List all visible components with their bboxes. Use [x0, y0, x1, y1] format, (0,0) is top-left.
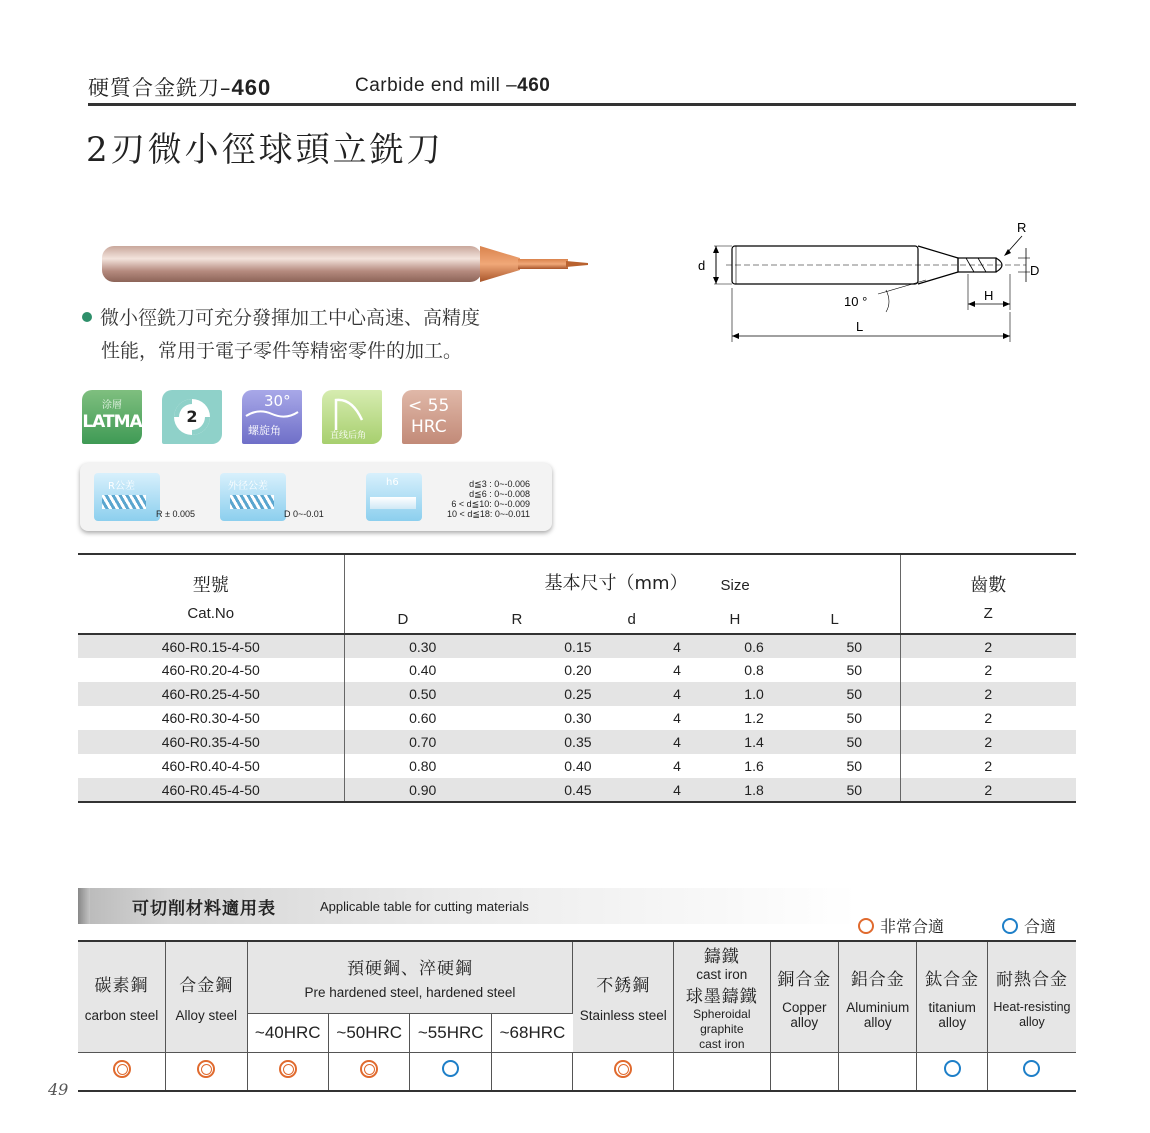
- table-cell: 0.40: [564, 758, 592, 774]
- header-title-cn: 硬質合金銑刀–460: [88, 75, 272, 100]
- table-cell: 0.20: [564, 662, 592, 678]
- table-cell: 1.4: [699, 730, 809, 754]
- flute-count-badge: 2: [162, 390, 222, 444]
- label-L: L: [856, 319, 864, 334]
- col-header-teeth: 齒數 Z: [900, 554, 1076, 634]
- spec-table: [78, 553, 1076, 803]
- table-cell: 0.70: [344, 730, 501, 754]
- mat-alloy-steel: 合金鋼 Alloy steel: [166, 941, 247, 1053]
- table-cell: 0.8: [744, 662, 764, 678]
- relief-angle-badge: 直线后角: [322, 390, 382, 444]
- product-description: 微小徑銑刀可充分發揮加工中心高速、高精度 性能，常用于電子零件等精密零件的加工。: [82, 302, 480, 368]
- table-cell: 0.60: [409, 710, 437, 726]
- table-row: [78, 706, 1076, 730]
- legend-suitable: 合適: [1002, 914, 1056, 937]
- table-cell: 50: [809, 778, 900, 802]
- product-title: 2刃微小徑球頭立銑刀: [86, 130, 444, 170]
- table-cell: 2: [900, 778, 1076, 802]
- rating-cell: [839, 1053, 917, 1091]
- table-cell: 1.8: [699, 778, 809, 802]
- table-cell: 0.80: [409, 758, 437, 774]
- rating-cell: [328, 1053, 409, 1091]
- table-cell: 0.30: [344, 634, 501, 658]
- label-angle: 10 °: [844, 294, 868, 309]
- table-cell: 2: [900, 730, 1076, 754]
- suitable-ring-icon: [1002, 918, 1018, 934]
- rating-cell: [491, 1053, 572, 1091]
- very-suitable-ring-icon: [858, 918, 874, 934]
- table-cell: 460-R0.20-4-50: [78, 658, 344, 682]
- table-cell: 460-R0.35-4-50: [78, 730, 344, 754]
- shank-tolerance-icon: h6: [366, 473, 422, 521]
- table-cell: 0.25: [501, 682, 655, 706]
- table-cell: 4: [673, 758, 681, 774]
- feature-badges: [82, 390, 482, 446]
- rating-cell: [573, 1053, 674, 1091]
- table-cell: 1.6: [744, 758, 764, 774]
- rating-cell: [917, 1053, 987, 1091]
- od-tolerance-icon: 外径公差: [220, 473, 286, 521]
- table-cell: 460-R0.40-4-50: [78, 754, 344, 778]
- table-cell: 4: [655, 682, 699, 706]
- hrc-55: ~55HRC: [410, 1013, 491, 1053]
- table-cell: 0.90: [344, 778, 501, 802]
- page-header: [88, 70, 1076, 106]
- table-cell: 0.35: [501, 730, 655, 754]
- table-cell: 2: [900, 634, 1076, 658]
- mat-aluminium-alloy: 鋁合金 Aluminium alloy: [839, 941, 917, 1053]
- header-title-en: Carbide end mill –460: [355, 75, 551, 96]
- od-tolerance-value: D 0~-0.01: [284, 509, 324, 519]
- table-cell: 50: [809, 730, 900, 754]
- materials-title-bar: 可切削材料適用表 Applicable table for cutting materials: [78, 888, 858, 924]
- table-cell: 0.45: [501, 778, 655, 802]
- tool-image: [100, 242, 600, 290]
- mat-cast-iron: 鑄鐵 cast iron 球墨鑄鐵 Spheroidal graphite cast iron: [674, 941, 771, 1053]
- mat-carbon-steel: 碳素鋼 carbon steel: [78, 941, 166, 1053]
- r-tolerance-value: R ± 0.005: [156, 509, 195, 519]
- table-cell: 0.6: [699, 634, 809, 658]
- shank-tolerance-values: d≦3 : 0~-0.006 d≦6 : 0~-0.008 6 < d≦10: 0~-0.009 10 < d≦18: 0~-0.011: [447, 479, 530, 519]
- rating-cell: [674, 1053, 771, 1091]
- label-R: R: [1017, 220, 1027, 235]
- mat-copper-alloy: 銅合金 Copper alloy: [770, 941, 838, 1053]
- table-cell: 50: [809, 634, 900, 658]
- legend-very-suitable: 非常合適: [858, 914, 944, 937]
- table-row: [78, 778, 1076, 802]
- suitable-ring-icon: [1023, 1060, 1040, 1077]
- label-d: d: [698, 258, 706, 273]
- rating-cell: [247, 1053, 328, 1091]
- very-suitable-ring-icon: [360, 1060, 378, 1078]
- table-cell: 2: [900, 658, 1076, 682]
- table-cell: 50: [846, 710, 863, 726]
- rating-cell: [770, 1053, 838, 1091]
- very-suitable-ring-icon: [113, 1060, 131, 1078]
- materials-table: [78, 940, 1076, 1092]
- r-tolerance-icon: R公差: [94, 473, 160, 521]
- rating-cell: [410, 1053, 491, 1091]
- table-cell: 4: [655, 778, 699, 802]
- table-cell: 460-R0.25-4-50: [78, 682, 344, 706]
- table-cell: 2: [900, 706, 1076, 730]
- table-cell: 50: [809, 682, 900, 706]
- table-row: [78, 634, 1076, 658]
- tolerance-panel: [80, 463, 552, 531]
- coating-badge: 涂層 LATMA: [82, 390, 142, 444]
- mat-heat-resisting-alloy: 耐熱合金 Heat-resisting alloy: [987, 941, 1076, 1053]
- table-cell: 2: [900, 754, 1076, 778]
- very-suitable-ring-icon: [279, 1060, 297, 1078]
- table-cell: 2: [900, 682, 1076, 706]
- page-number: 49: [48, 1080, 69, 1099]
- very-suitable-ring-icon: [197, 1060, 215, 1078]
- col-header-model: 型號 Cat.No: [78, 554, 344, 634]
- mat-titanium-alloy: 鈦合金 titanium alloy: [917, 941, 987, 1053]
- table-cell: 0.50: [344, 682, 501, 706]
- table-cell: 460-R0.30-4-50: [78, 706, 344, 730]
- label-D: D: [1030, 263, 1040, 278]
- suitable-ring-icon: [442, 1060, 459, 1077]
- rating-cell: [166, 1053, 247, 1091]
- dimension-drawing: [696, 218, 1056, 348]
- table-cell: 50: [846, 662, 863, 678]
- table-cell: 460-R0.45-4-50: [78, 778, 344, 802]
- table-cell: 50: [846, 758, 863, 774]
- table-cell: 0.15: [501, 634, 655, 658]
- hrc-40: ~40HRC: [247, 1013, 328, 1053]
- table-cell: 460-R0.15-4-50: [78, 634, 344, 658]
- table-cell: 1.2: [744, 710, 764, 726]
- label-H: H: [984, 288, 994, 303]
- rating-cell: [987, 1053, 1076, 1091]
- rating-cell: [78, 1053, 166, 1091]
- table-row: [78, 754, 1076, 778]
- table-cell: 4: [673, 710, 681, 726]
- very-suitable-ring-icon: [614, 1060, 632, 1078]
- helix-angle-badge: 30° 螺旋角: [242, 390, 302, 444]
- hrc-50: ~50HRC: [328, 1013, 409, 1053]
- table-cell: 4: [655, 634, 699, 658]
- table-cell: 4: [673, 662, 681, 678]
- table-cell: 0.40: [409, 662, 437, 678]
- bullet-icon: [82, 312, 92, 322]
- col-header-size: 基本尺寸（mm） Size D R d H L: [344, 554, 900, 634]
- hardness-badge: < 55 HRC: [402, 390, 462, 444]
- table-cell: 1.0: [699, 682, 809, 706]
- table-row: [78, 682, 1076, 706]
- table-row: [78, 658, 1076, 682]
- suitable-ring-icon: [944, 1060, 961, 1077]
- table-cell: 0.30: [564, 710, 592, 726]
- mat-stainless-steel: 不銹鋼 Stainless steel: [573, 941, 674, 1053]
- mat-hardened-steel: 預硬鋼、淬硬鋼 Pre hardened steel, hardened steel: [247, 941, 573, 1013]
- table-row: [78, 730, 1076, 754]
- hrc-68: ~68HRC: [491, 1013, 572, 1053]
- table-cell: 4: [655, 730, 699, 754]
